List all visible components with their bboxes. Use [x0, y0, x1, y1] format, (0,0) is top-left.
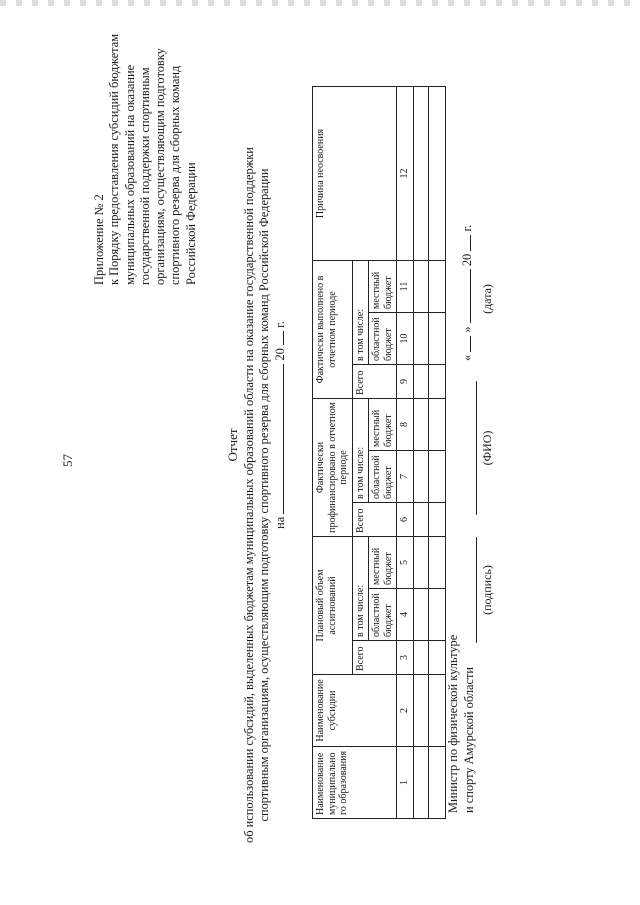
column-number: 4 [397, 589, 414, 641]
date-suffix: г. [273, 321, 287, 328]
col-local: местный бюджет [369, 399, 397, 451]
empty-data-row [428, 86, 445, 818]
group-financed: Фактически профинансировано в отчетном периоде [313, 399, 353, 537]
col-including: в том числе: [352, 399, 369, 503]
report-date [273, 265, 288, 585]
col-regional: областной бюджет [369, 589, 397, 641]
report-description-line: спортивным организациям, осуществляющим подготовку спортивного резерва для сборных команд Российской Федерации [257, 168, 272, 822]
column-number: 10 [397, 313, 414, 365]
name-caption: (ФИО) [480, 430, 494, 466]
column-number-row [397, 86, 414, 818]
name-line [476, 381, 477, 515]
col-total: Всего [352, 641, 397, 675]
header-row [313, 86, 353, 818]
col-subsidy: Наименование субсидии [313, 675, 397, 747]
report-table [312, 86, 446, 819]
position-line: и спорту Амурской области [461, 666, 476, 813]
signature-line [476, 537, 477, 643]
column-number: 2 [397, 675, 414, 747]
appendix-line: к Порядку предоставления субсидий бюджетам [107, 33, 122, 285]
appendix-line: муниципальных образований на оказание [122, 64, 137, 285]
column-number: 12 [397, 86, 414, 260]
date-mid: 20 [273, 348, 287, 361]
month-blank [470, 269, 471, 323]
col-total: Всего [352, 503, 397, 537]
report-title: Отчет [225, 428, 240, 462]
col-local: местный бюджет [369, 260, 397, 312]
col-local: местный бюджет [369, 537, 397, 589]
report-description-line: об использовании субсидий, выделенных бюджетам муниципальных образований области на оказание государственной поддержки [242, 147, 256, 843]
col-including: в том числе: [352, 537, 369, 641]
appendix-title: Приложение № 2 [92, 194, 106, 285]
quote-close: » [460, 326, 474, 333]
year-blank [470, 235, 471, 251]
col-total: Всего [352, 365, 397, 399]
column-number: 9 [397, 365, 414, 399]
col-reason: Причина неосвоения [313, 86, 397, 260]
group-executed: Фактически выполнено в отчетном периоде [313, 260, 353, 398]
column-number: 6 [397, 503, 414, 537]
column-number: 3 [397, 641, 414, 675]
column-number: 7 [397, 451, 414, 503]
year-suffix: г. [460, 224, 474, 232]
column-number: 5 [397, 537, 414, 589]
column-number: 8 [397, 399, 414, 451]
column-number: 11 [397, 260, 414, 312]
report-description [242, 125, 273, 865]
column-number: 1 [397, 747, 414, 819]
empty-data-row [413, 86, 428, 818]
appendix-line: государственной поддержки спортивным [137, 67, 152, 285]
date-blank [283, 364, 284, 514]
group-planned: Плановый объем ассигнований [313, 537, 353, 675]
signature-caption: (подпись) [480, 565, 494, 615]
appendix-line: спортивного резерва для сборных команд [168, 65, 183, 285]
quote-open: « [460, 354, 474, 361]
year-blank [283, 331, 284, 345]
appendix-line: организациям, осуществляющим подготовку [153, 48, 167, 285]
day-blank [470, 336, 471, 352]
position-line: Министр по физической культуре [446, 634, 460, 813]
col-municipality: Наименование муниципального образования [313, 747, 397, 819]
col-regional: областной бюджет [369, 451, 397, 503]
date-caption: (дата) [480, 284, 494, 314]
year-prefix: 20 [460, 253, 474, 267]
appendix-note [92, 5, 199, 285]
col-regional: областной бюджет [369, 313, 397, 365]
date-field [460, 225, 475, 361]
col-including: в том числе: [352, 260, 369, 364]
page-number: 57 [60, 454, 75, 467]
appendix-line: Российской Федерации [183, 162, 198, 285]
signature-position [446, 513, 477, 813]
date-prefix: на [273, 516, 287, 529]
